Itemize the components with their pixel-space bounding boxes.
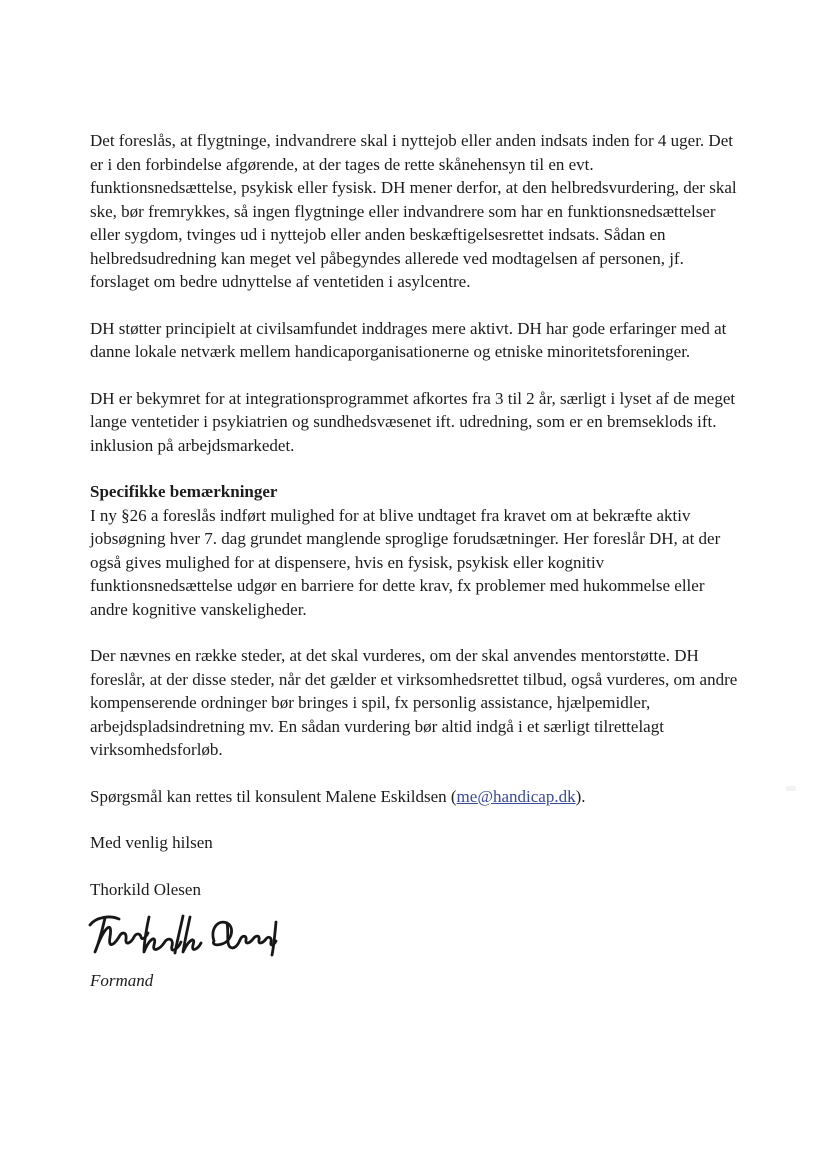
contact-text-after: ). [575,786,586,806]
signer-title: Formand [90,971,154,990]
paragraph-integrationsprogram: DH er bekymret for at integrationsprogrammet afkortes fra 3 til 2 år, særligt i lyset af de meget lange ventetider i psykiatrien og sundhedsvæsenet ift. udredning, som er en bremseklods ift. inklusion på arbejdsmarkedet. [90,388,736,455]
paragraph-mentorstoette: Der nævnes en række steder, at det skal vurderes, om der skal anvendes mentorstøtte. DH foreslår, at der disse steder, når det gælder et virksomhedsrettet tilbud, også vurderes, om andre kompenserende ordninger bør bringes i spil, fx personlig assistance, hjælpemidler, arbejdspladsindretning mv. En sådan vurdering bør altid indgå i et særligt tilrettelagt virksomhedsforløb. [90,646,738,759]
scan-artifact [786,786,796,791]
signer-name: Thorkild Olesen [90,879,201,899]
paragraph-civilsamfund: DH støtter principielt at civilsamfundet inddrages mere aktivt. DH har gode erfaringer med at danne lokale netværk mellem handicaporganisationerne og etniske minoritetsforeninger. [90,318,727,361]
letter-body [90,129,742,993]
paragraph-nyttejob: Det foreslås, at flygtninge, indvandrere skal i nyttejob eller anden indsats inden for 4 uger. Det er i den forbindelse afgørende, at der tages de rette skånehensyn til en evt. funktionsnedsættelse, psykisk eller fysisk. DH mener derfor, at den helbredsvurdering, der skal ske, bør fremrykkes, så ingen flygtninge eller indvandrere som har en funktionsnedsættelser eller sygdom, tvinges ud i nyttejob eller anden beskæftigelsesrettet indsats. Sådan en helbredsudredning kan meget vel påbegyndes allerede ved modtagelsen af personen, jf. forslaget om bedre udnyttelse af ventetiden i asylcentre. [90,131,737,291]
closing-salutation: Med venlig hilsen [90,833,213,852]
email-link[interactable]: me@handicap.dk [456,786,576,806]
handwritten-signature-image [86,905,742,961]
contact-line [90,785,742,809]
section-heading: Specifikke bemærkninger [90,482,278,501]
contact-text-before: Spørgsmål kan rettes til konsulent Malene Eskildsen ( [90,786,457,806]
paragraph-jobsoegning: I ny §26 a foreslås indført mulighed for at blive undtaget fra kravet om at bekræfte aktiv jobsøgning hver 7. dag grundet manglende sproglige forudsætninger. Her foreslår DH, at der også gives mulighed for at dispensere, hvis en fysisk, psykisk eller kognitiv funktionsnedsættelse udgør en barriere for dette krav, fx problemer med hukommelse eller andre kognitive vanskeligheder. [90,505,721,619]
